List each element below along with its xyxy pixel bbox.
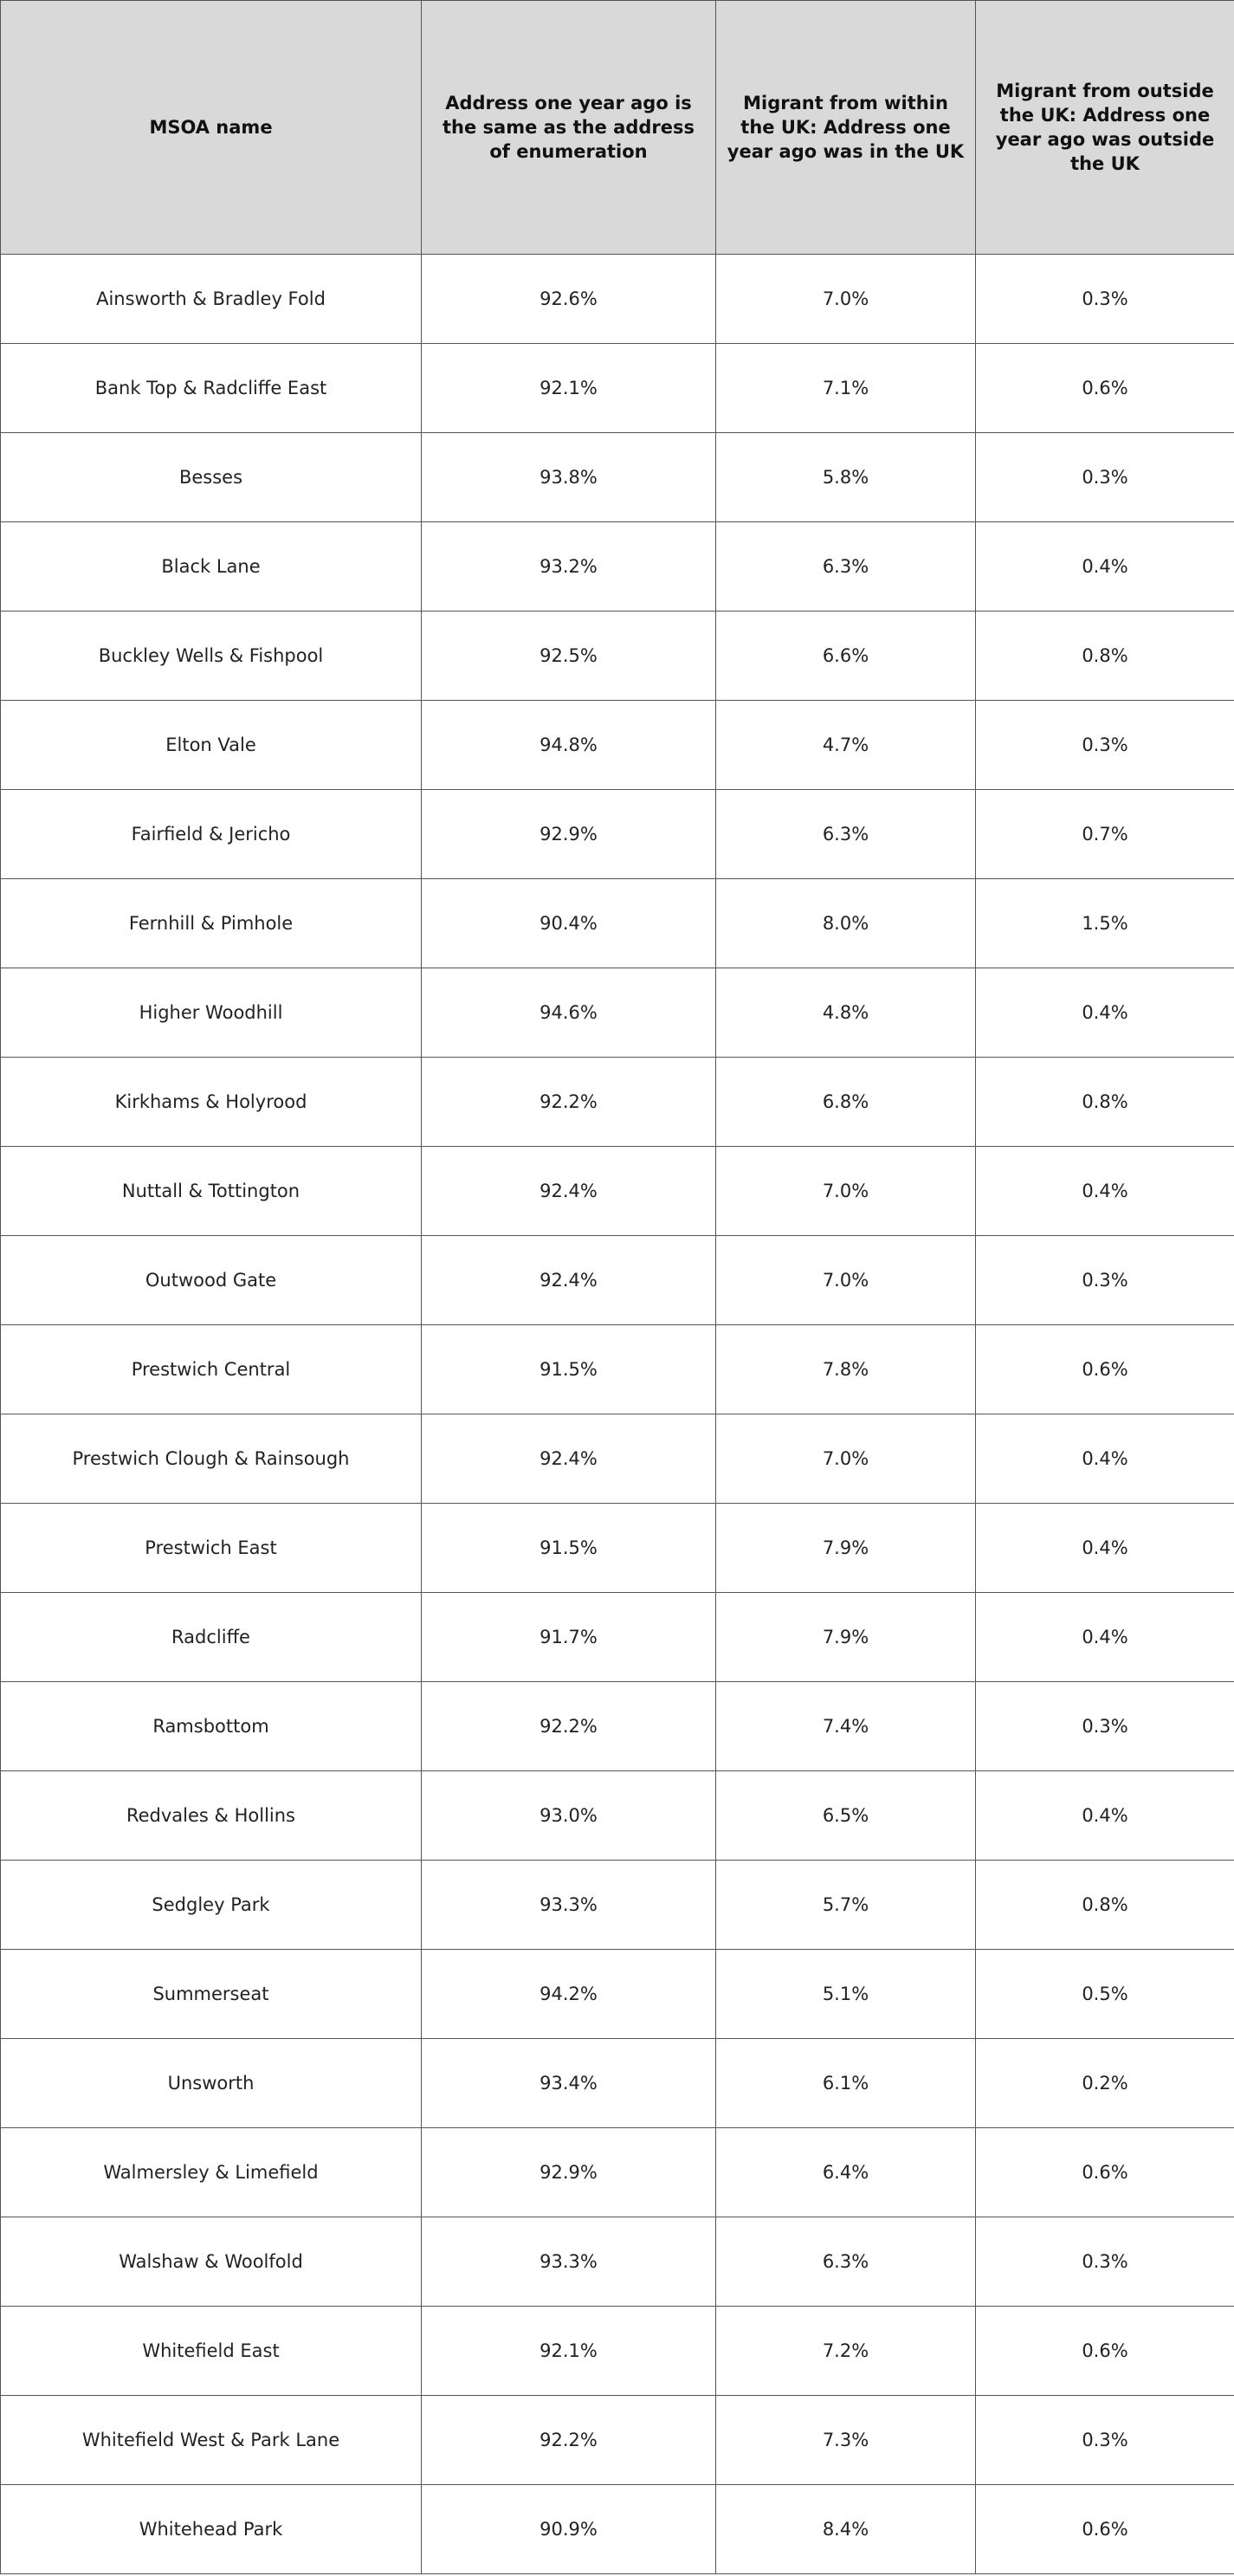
table-row — [1, 2307, 1234, 2396]
cell-migrant-within-uk: 6.3% — [716, 522, 976, 612]
cell-migrant-within-uk: 7.0% — [716, 1236, 976, 1325]
cell-migrant-outside-uk: 0.6% — [976, 2128, 1234, 2217]
cell-migrant-outside-uk: 0.6% — [976, 2485, 1234, 2574]
cell-msoa-name: Whitefield East — [1, 2307, 422, 2396]
cell-same-address: 93.2% — [422, 522, 716, 612]
cell-msoa-name: Ainsworth & Bradley Fold — [1, 255, 422, 344]
cell-same-address: 90.4% — [422, 879, 716, 968]
cell-migrant-outside-uk: 0.7% — [976, 790, 1234, 879]
cell-migrant-within-uk: 7.0% — [716, 1147, 976, 1236]
table-row — [1, 2128, 1234, 2217]
table-row — [1, 1236, 1234, 1325]
header-same-address: Address one year ago is the same as the address of enumeration — [422, 1, 716, 255]
cell-migrant-outside-uk: 0.4% — [976, 1414, 1234, 1504]
table-row — [1, 968, 1234, 1058]
cell-migrant-within-uk: 4.8% — [716, 968, 976, 1058]
cell-msoa-name: Besses — [1, 433, 422, 522]
cell-same-address: 92.2% — [422, 1058, 716, 1147]
table-row — [1, 1950, 1234, 2039]
cell-msoa-name: Prestwich Central — [1, 1325, 422, 1414]
cell-migrant-within-uk: 8.4% — [716, 2485, 976, 2574]
cell-migrant-within-uk: 7.9% — [716, 1593, 976, 1682]
table-body — [1, 255, 1234, 2574]
table-row — [1, 1861, 1234, 1950]
cell-migrant-within-uk: 4.7% — [716, 701, 976, 790]
cell-msoa-name: Prestwich Clough & Rainsough — [1, 1414, 422, 1504]
cell-same-address: 94.6% — [422, 968, 716, 1058]
cell-migrant-within-uk: 7.3% — [716, 2396, 976, 2485]
cell-migrant-outside-uk: 0.8% — [976, 1861, 1234, 1950]
cell-migrant-outside-uk: 0.4% — [976, 968, 1234, 1058]
cell-same-address: 93.4% — [422, 2039, 716, 2128]
cell-same-address: 92.6% — [422, 255, 716, 344]
cell-same-address: 92.1% — [422, 2307, 716, 2396]
cell-msoa-name: Buckley Wells & Fishpool — [1, 612, 422, 701]
cell-migrant-within-uk: 6.6% — [716, 612, 976, 701]
table-row — [1, 1593, 1234, 1682]
cell-same-address: 91.7% — [422, 1593, 716, 1682]
table-row — [1, 1682, 1234, 1771]
cell-migrant-outside-uk: 0.3% — [976, 433, 1234, 522]
cell-migrant-within-uk: 5.8% — [716, 433, 976, 522]
cell-msoa-name: Whitehead Park — [1, 2485, 422, 2574]
cell-migrant-within-uk: 7.2% — [716, 2307, 976, 2396]
cell-msoa-name: Elton Vale — [1, 701, 422, 790]
table-row — [1, 2396, 1234, 2485]
cell-migrant-within-uk: 5.7% — [716, 1861, 976, 1950]
cell-migrant-outside-uk: 0.3% — [976, 255, 1234, 344]
cell-msoa-name: Prestwich East — [1, 1504, 422, 1593]
cell-msoa-name: Radcliffe — [1, 1593, 422, 1682]
table-row — [1, 433, 1234, 522]
cell-msoa-name: Summerseat — [1, 1950, 422, 2039]
cell-migrant-within-uk: 6.1% — [716, 2039, 976, 2128]
cell-migrant-outside-uk: 0.3% — [976, 1236, 1234, 1325]
cell-migrant-within-uk: 7.0% — [716, 1414, 976, 1504]
table-header — [1, 1, 1234, 255]
cell-msoa-name: Sedgley Park — [1, 1861, 422, 1950]
cell-migrant-within-uk: 7.4% — [716, 1682, 976, 1771]
cell-msoa-name: Black Lane — [1, 522, 422, 612]
table-row — [1, 1504, 1234, 1593]
table-row — [1, 1414, 1234, 1504]
cell-same-address: 92.9% — [422, 2128, 716, 2217]
cell-same-address: 94.8% — [422, 701, 716, 790]
cell-migrant-outside-uk: 0.6% — [976, 2307, 1234, 2396]
cell-migrant-within-uk: 7.9% — [716, 1504, 976, 1593]
cell-msoa-name: Bank Top & Radcliffe East — [1, 344, 422, 433]
table-row — [1, 1147, 1234, 1236]
cell-same-address: 92.2% — [422, 1682, 716, 1771]
cell-same-address: 90.9% — [422, 2485, 716, 2574]
cell-migrant-outside-uk: 0.8% — [976, 612, 1234, 701]
table-row — [1, 255, 1234, 344]
table-row — [1, 1325, 1234, 1414]
cell-same-address: 91.5% — [422, 1504, 716, 1593]
cell-same-address: 93.3% — [422, 2217, 716, 2307]
cell-migrant-outside-uk: 0.6% — [976, 1325, 1234, 1414]
cell-same-address: 94.2% — [422, 1950, 716, 2039]
cell-migrant-outside-uk: 0.4% — [976, 1147, 1234, 1236]
cell-migrant-within-uk: 6.4% — [716, 2128, 976, 2217]
cell-same-address: 92.5% — [422, 612, 716, 701]
cell-migrant-outside-uk: 0.2% — [976, 2039, 1234, 2128]
cell-migrant-within-uk: 7.8% — [716, 1325, 976, 1414]
cell-migrant-within-uk: 5.1% — [716, 1950, 976, 2039]
cell-migrant-within-uk: 8.0% — [716, 879, 976, 968]
table-row — [1, 612, 1234, 701]
cell-same-address: 93.3% — [422, 1861, 716, 1950]
cell-same-address: 91.5% — [422, 1325, 716, 1414]
cell-msoa-name: Unsworth — [1, 2039, 422, 2128]
cell-migrant-outside-uk: 0.4% — [976, 1593, 1234, 1682]
cell-migrant-within-uk: 7.0% — [716, 255, 976, 344]
cell-migrant-within-uk: 6.5% — [716, 1771, 976, 1861]
cell-migrant-outside-uk: 0.3% — [976, 1682, 1234, 1771]
table-row — [1, 344, 1234, 433]
cell-msoa-name: Redvales & Hollins — [1, 1771, 422, 1861]
table-row — [1, 1058, 1234, 1147]
cell-msoa-name: Fairfield & Jericho — [1, 790, 422, 879]
table-row — [1, 2217, 1234, 2307]
cell-msoa-name: Higher Woodhill — [1, 968, 422, 1058]
cell-migrant-outside-uk: 1.5% — [976, 879, 1234, 968]
cell-msoa-name: Kirkhams & Holyrood — [1, 1058, 422, 1147]
cell-migrant-outside-uk: 0.4% — [976, 522, 1234, 612]
cell-same-address: 93.0% — [422, 1771, 716, 1861]
table-row — [1, 522, 1234, 612]
cell-migrant-within-uk: 6.3% — [716, 2217, 976, 2307]
header-row — [1, 1, 1234, 255]
cell-msoa-name: Walmersley & Limefield — [1, 2128, 422, 2217]
header-migrant-within-uk: Migrant from within the UK: Address one year ago was in the UK — [716, 1, 976, 255]
cell-msoa-name: Walshaw & Woolfold — [1, 2217, 422, 2307]
table-row — [1, 2039, 1234, 2128]
cell-migrant-within-uk: 6.8% — [716, 1058, 976, 1147]
cell-same-address: 92.4% — [422, 1414, 716, 1504]
cell-msoa-name: Whitefield West & Park Lane — [1, 2396, 422, 2485]
cell-migrant-outside-uk: 0.3% — [976, 2396, 1234, 2485]
table-row — [1, 2485, 1234, 2574]
cell-msoa-name: Ramsbottom — [1, 1682, 422, 1771]
table-row — [1, 701, 1234, 790]
cell-migrant-outside-uk: 0.6% — [976, 344, 1234, 433]
cell-migrant-within-uk: 7.1% — [716, 344, 976, 433]
cell-migrant-outside-uk: 0.5% — [976, 1950, 1234, 2039]
table-row — [1, 879, 1234, 968]
cell-same-address: 92.9% — [422, 790, 716, 879]
cell-same-address: 92.2% — [422, 2396, 716, 2485]
cell-msoa-name: Fernhill & Pimhole — [1, 879, 422, 968]
cell-migrant-outside-uk: 0.4% — [976, 1771, 1234, 1861]
cell-migrant-within-uk: 6.3% — [716, 790, 976, 879]
header-msoa-name: MSOA name — [1, 1, 422, 255]
cell-migrant-outside-uk: 0.4% — [976, 1504, 1234, 1593]
cell-same-address: 92.1% — [422, 344, 716, 433]
table-row — [1, 1771, 1234, 1861]
cell-same-address: 92.4% — [422, 1236, 716, 1325]
cell-migrant-outside-uk: 0.8% — [976, 1058, 1234, 1147]
cell-migrant-outside-uk: 0.3% — [976, 701, 1234, 790]
cell-msoa-name: Outwood Gate — [1, 1236, 422, 1325]
table-row — [1, 790, 1234, 879]
cell-msoa-name: Nuttall & Tottington — [1, 1147, 422, 1236]
header-migrant-outside-uk: Migrant from outside the UK: Address one year ago was outside the UK — [976, 1, 1234, 255]
cell-migrant-outside-uk: 0.3% — [976, 2217, 1234, 2307]
cell-same-address: 93.8% — [422, 433, 716, 522]
cell-same-address: 92.4% — [422, 1147, 716, 1236]
